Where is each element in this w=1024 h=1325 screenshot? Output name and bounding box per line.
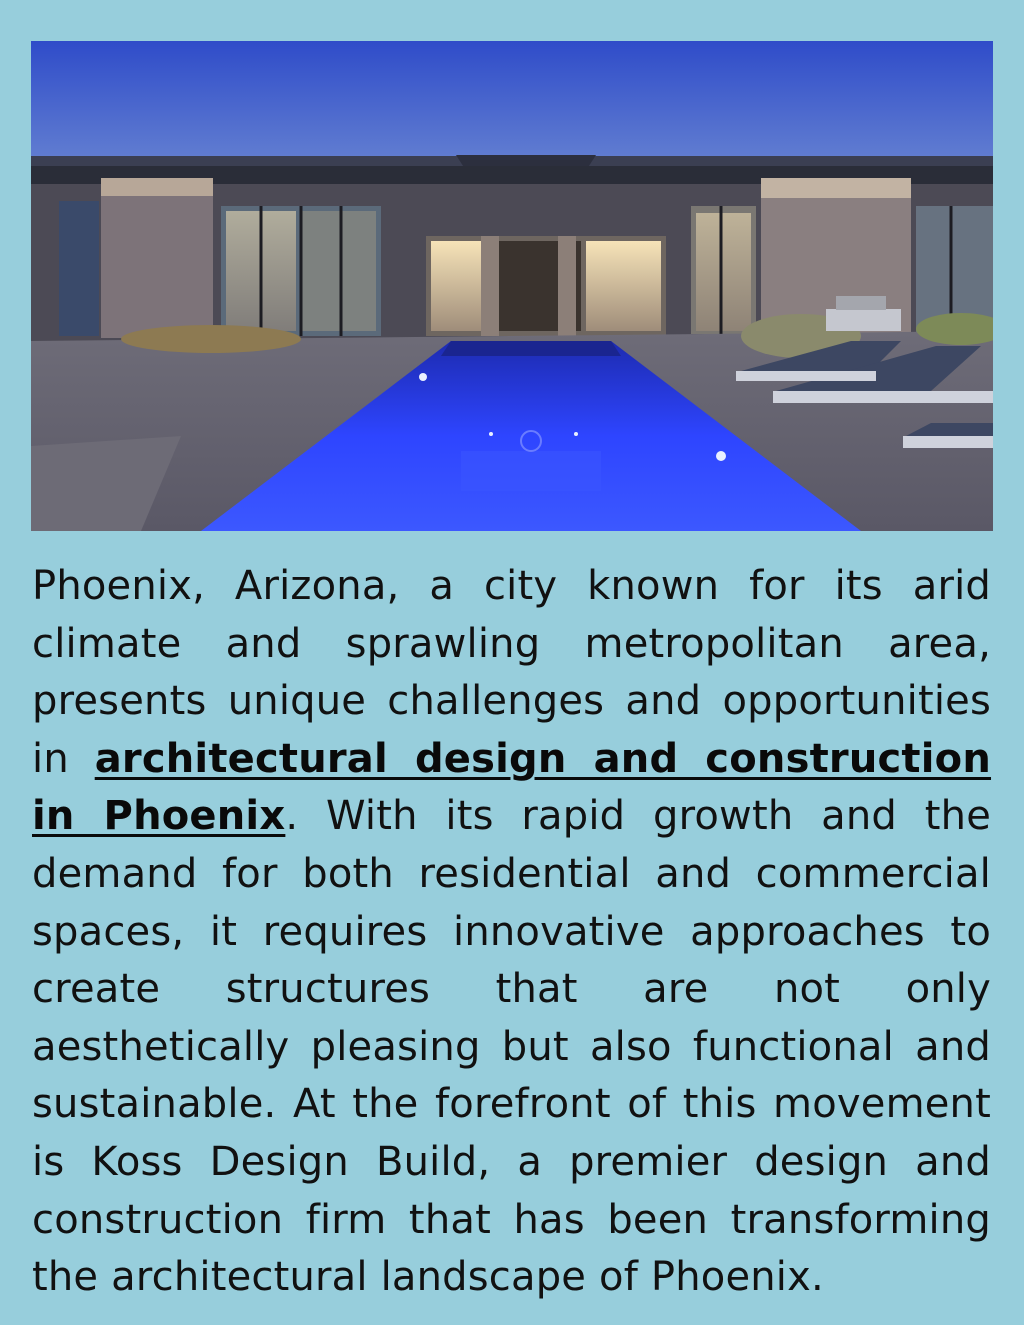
house-illustration: [31, 41, 993, 531]
paragraph-rest: . With its rapid growth and the demand for both residential and commercial spaces, it requires innovative approaches to create structures that are not only aesthetically pleasing but also functional and sustainable. At the forefront of this movement is Koss Design Build, a premier design and construction firm that has been transforming the architectural landscape of Phoenix.: [32, 793, 991, 1301]
paragraph-intro: Phoenix, Arizona, a city known for its arid climate and sprawling metropolitan area, presents unique challenges and opportunities in: [32, 563, 991, 782]
article-paragraph: [32, 558, 991, 1307]
architectural-design-link[interactable]: architectural design and construction in Phoenix: [32, 735, 992, 840]
hero-photo-modern-house-pool: [31, 41, 993, 531]
